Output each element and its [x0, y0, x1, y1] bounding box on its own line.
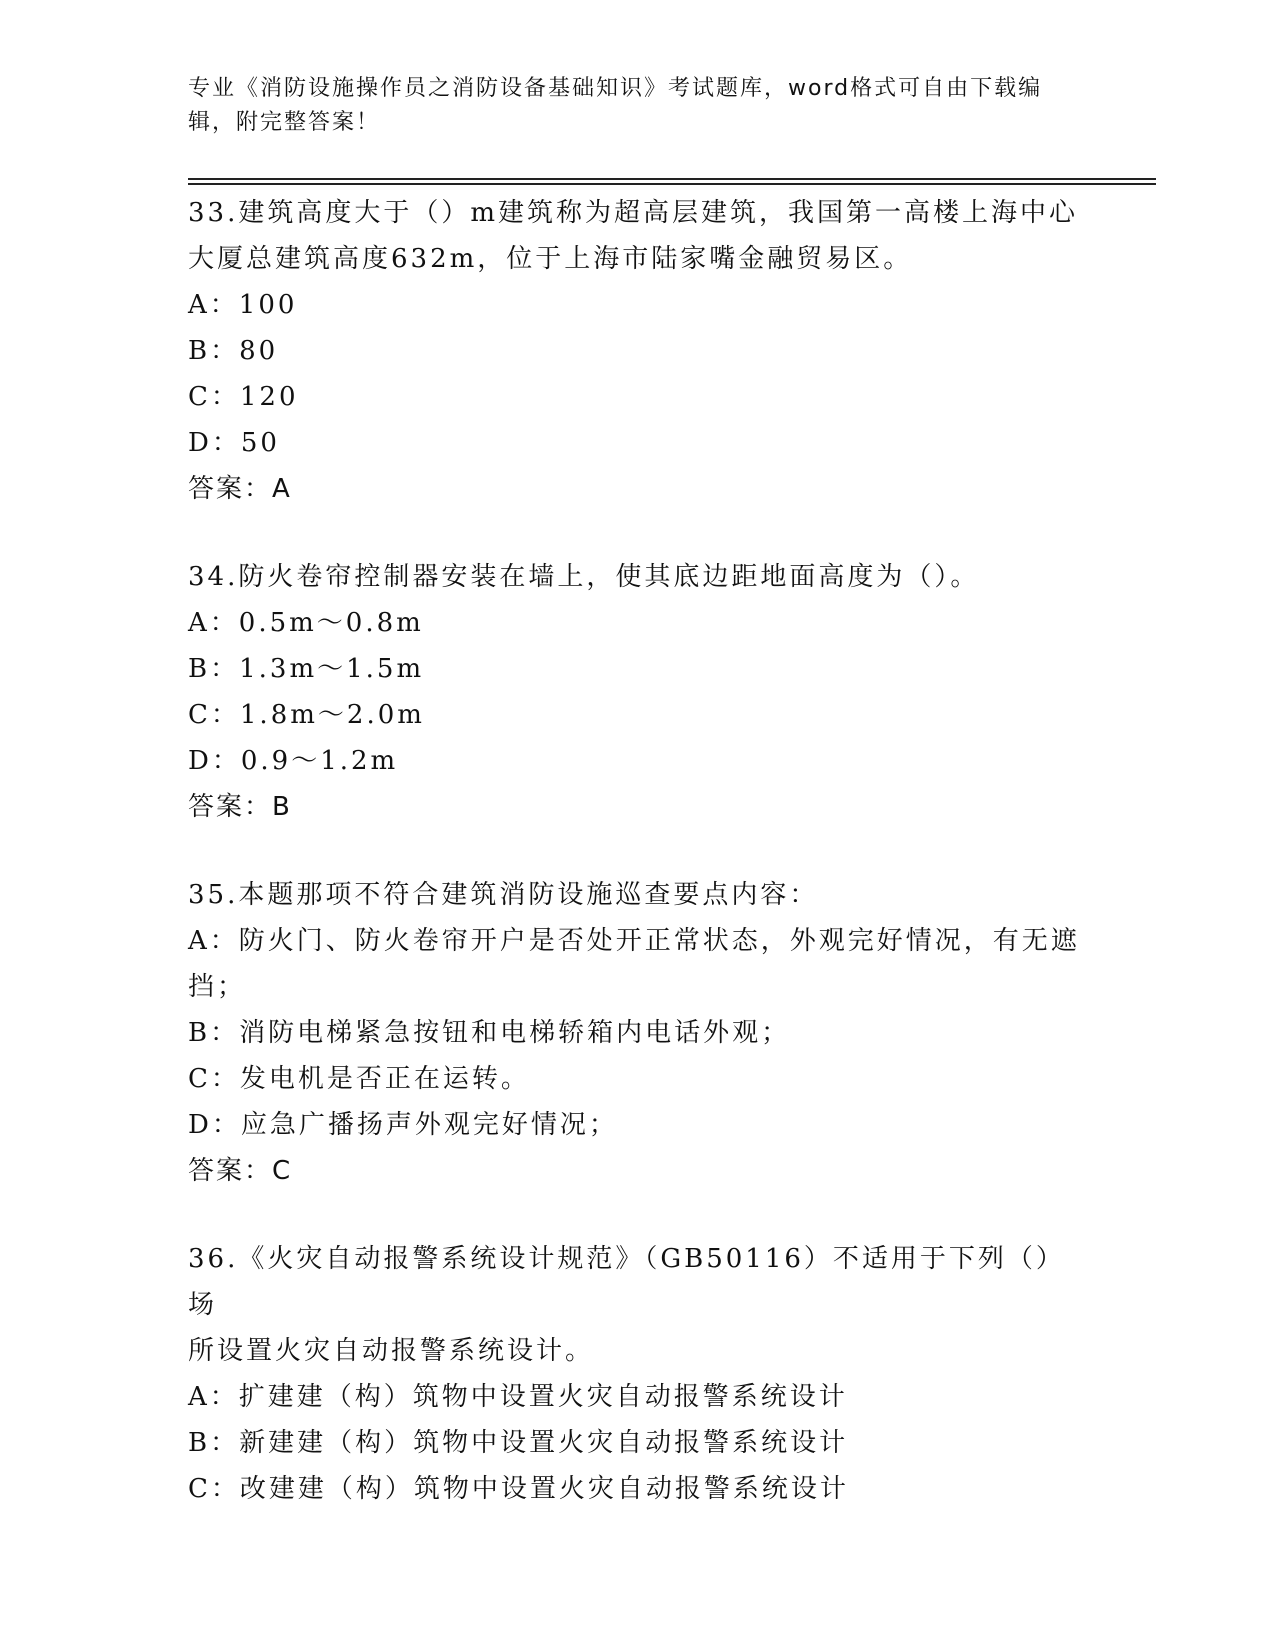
header-divider-bottom: [188, 183, 1156, 185]
question-stem-line: 大厦总建筑高度632m，位于上海市陆家嘴金融贸易区。: [188, 244, 913, 274]
question-option: C：发电机是否正在运转。: [188, 1064, 530, 1094]
question-answer: 答案：C: [188, 1156, 293, 1186]
document-header: [188, 72, 1068, 140]
question-item: [188, 1236, 1088, 1512]
question-answer: 答案：A: [188, 474, 292, 504]
question-item: [188, 554, 1088, 830]
question-stem-line: 34.防火卷帘控制器安装在墙上，使其底边距地面高度为（）。: [188, 562, 980, 592]
header-line-2: 辑，附完整答案！: [188, 110, 381, 135]
question-answer: 答案：B: [188, 792, 292, 822]
question-stem: [188, 1236, 1088, 1374]
question-list: [188, 190, 1088, 1554]
question-option: D：50: [188, 428, 280, 458]
question-option: C：1.8m～2.0m: [188, 700, 425, 730]
question-stem-line: 所设置火灾自动报警系统设计。: [188, 1336, 595, 1366]
question-stem-line: 35.本题那项不符合建筑消防设施巡查要点内容：: [188, 880, 819, 910]
question-stem: [188, 872, 1088, 918]
question-stem: [188, 190, 1088, 282]
question-stem-line: 33.建筑高度大于（）m建筑称为超高层建筑，我国第一高楼上海中心: [188, 198, 1079, 228]
question-option: D：应急广播扬声外观完好情况；: [188, 1110, 618, 1140]
question-option: D：0.9～1.2m: [188, 746, 399, 776]
question-option: B：1.3m～1.5m: [188, 654, 425, 684]
header-line-1: 专业《消防设施操作员之消防设备基础知识》考试题库，word格式可自由下载编: [188, 76, 1043, 101]
question-option: A：防火门、防火卷帘开户是否处开正常状态，外观完好情况，有无遮: [188, 926, 1080, 956]
question-option: B：消防电梯紧急按钮和电梯轿箱内电话外观；: [188, 1018, 791, 1048]
question-item: [188, 190, 1088, 512]
question-option: A：100: [188, 290, 298, 320]
question-option: 挡；: [188, 972, 247, 1002]
question-option: B：80: [188, 336, 279, 366]
header-divider-top: [188, 178, 1156, 180]
question-item: [188, 872, 1088, 1194]
question-option: B：新建建（构）筑物中设置火灾自动报警系统设计: [188, 1428, 849, 1458]
question-stem: [188, 554, 1088, 600]
question-option: C：120: [188, 382, 299, 412]
question-option: A：0.5m～0.8m: [188, 608, 424, 638]
question-option: A：扩建建（构）筑物中设置火灾自动报警系统设计: [188, 1382, 848, 1412]
question-option: C：改建建（构）筑物中设置火灾自动报警系统设计: [188, 1474, 849, 1504]
question-stem-line: 36.《火灾自动报警系统设计规范》（GB50116）不适用于下列（）场: [188, 1244, 1065, 1320]
